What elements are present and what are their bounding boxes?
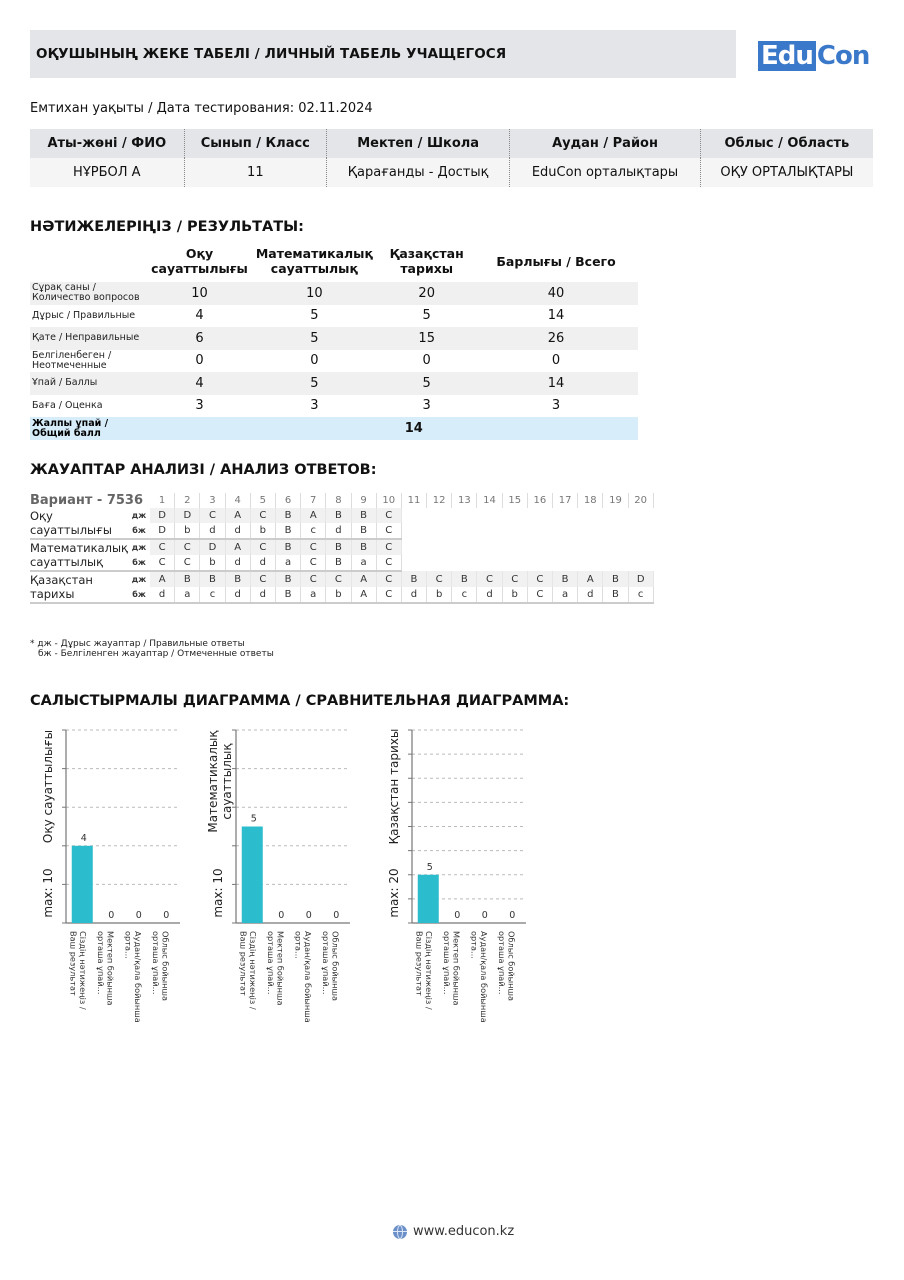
marked-label: бж [128,587,150,603]
answer-cell: C [175,555,200,571]
footer [393,1224,514,1239]
question-number: 1 [150,493,175,508]
educon-logo [758,40,869,72]
answer-cell: A [578,571,603,587]
results-row [30,327,638,350]
answer-cell: C [376,539,401,555]
answer-cell: C [250,539,275,555]
answer-cell: B [326,555,351,571]
answer-cell: B [275,523,300,539]
answer-cell: B [351,523,376,539]
question-number: 12 [427,493,452,508]
answer-cell: B [452,571,477,587]
results-cell: 10 [249,282,379,305]
results-title: НӘТИЖЕЛЕРІҢІЗ / РЕЗУЛЬТАТЫ: [30,219,304,235]
results-cell: 5 [249,372,379,395]
results-row [30,305,638,328]
results-cell: 26 [474,327,638,350]
answer-cell: C [376,523,401,539]
results-cell: 5 [422,308,431,324]
answer-cell: A [351,587,376,603]
info-value-school: Қарағанды - Достық [327,158,510,187]
answer-cell: a [301,587,326,603]
answer-cell: C [376,587,401,603]
bar [72,846,93,923]
answer-cell: d [326,523,351,539]
question-number: 19 [603,493,628,508]
category-label: Мектеп бойыншаорташа ұпай... [441,931,462,1006]
answer-cell: B [200,571,225,587]
answer-cell: B [225,571,250,587]
bar [418,875,439,923]
answer-cell: C [502,571,527,587]
question-number: 2 [175,493,200,508]
results-cell: 3 [551,398,561,414]
answer-cell: d [150,587,175,603]
bar-value-label: 0 [481,910,488,921]
correct-answers-row [30,571,653,587]
info-header-school: Мектеп / Школа [327,129,510,158]
logo-edu: Edu [758,41,816,71]
logo-con: Con [816,41,870,71]
question-number: 9 [351,493,376,508]
answer-cell: C [376,571,401,587]
answer-cell: B [401,571,426,587]
globe-icon [393,1225,407,1239]
y-axis-label: Математикалықсауаттылық [206,730,234,833]
question-number: 11 [401,493,426,508]
results-row-label: Қате / Неправильные [30,327,150,350]
answer-cell: c [301,523,326,539]
question-number: 6 [275,493,300,508]
question-number: 7 [301,493,326,508]
answer-cell: D [200,539,225,555]
info-header-name: Аты-жөні / ФИО [30,129,184,158]
answer-cell: C [250,508,275,523]
answers-header-row [30,493,653,508]
correct-label: дж [131,543,147,552]
answer-cell: b [200,555,225,571]
results-cell: 14 [547,308,565,324]
answer-cell: C [150,555,175,571]
answer-cell: b [427,587,452,603]
comparison-title: САЛЫСТЫРМАЛЫ ДИАГРАММА / СРАВНИТЕЛЬНАЯ ДИАГРАММА: [30,693,570,709]
report-title: ОҚУШЫНЫҢ ЖЕКЕ ТАБЕЛІ / ЛИЧНЫЙ ТАБЕЛЬ УЧАЩЕГОСЯ [36,46,507,62]
results-cell: 5 [379,372,474,395]
bar-value-label: 0 [278,910,285,921]
category-label: Сіздің нәтижеңіз /Ваш результат [414,931,434,1010]
results-cell: 3 [422,398,431,414]
results-row-label: Белгіленбеген / Неотмеченные [32,349,112,371]
answer-cell: a [175,587,200,603]
question-number: 13 [452,493,477,508]
answer-cell: d [250,555,275,571]
max-label: max: 20 [387,868,401,918]
question-number: 5 [250,493,275,508]
results-cell: 20 [379,282,474,305]
answer-cell: a [553,587,578,603]
answer-cell: d [225,523,250,539]
category-label: Сіздің нәтижеңіз /Ваш результат [238,931,258,1010]
answer-cell: C [250,571,275,587]
max-label: max: 10 [211,868,225,918]
answer-cell: B [326,508,351,523]
results-table [30,240,638,440]
category-label: Аудан/қала бойыншаорта... [123,931,143,1023]
results-row-label: Дұрыс / Правильные [32,309,136,321]
results-row-label: Сұрақ саны / Количество вопросов [30,282,150,305]
answer-cell: C [427,571,452,587]
answer-cell: A [225,508,250,523]
category-label: Облыс бойыншаорташа ұпай... [496,931,517,1002]
results-cell: 5 [249,327,379,350]
marked-label: бж [128,523,150,539]
answer-cell: a [351,555,376,571]
answer-cell: C [200,508,225,523]
max-label: max: 10 [41,868,55,918]
bar [242,827,263,924]
answer-cell: D [175,508,200,523]
answer-cell: B [553,571,578,587]
results-cell: 6 [150,327,250,350]
bar-value-label: 0 [305,910,312,921]
answer-cell: C [326,571,351,587]
results-row-label: Баға / Оценка [32,399,103,411]
correct-label: дж [131,575,147,584]
answers-legend-note [30,639,274,659]
total-score-value: 14 [150,417,638,440]
answer-cell: D [628,571,653,587]
results-cell: 0 [310,353,319,369]
answer-cell: C [477,571,502,587]
category-label: Облыс бойыншаорташа ұпай... [150,931,171,1002]
results-cell: 4 [150,372,250,395]
answer-cell: B [351,508,376,523]
answer-cell: d [250,587,275,603]
answer-cell: c [452,587,477,603]
bar-value-label: 4 [80,832,87,844]
answer-cell: C [527,587,552,603]
answer-cell: B [326,539,351,555]
results-header-math: Математикалық сауаттылық [255,246,373,276]
results-cell: 0 [195,353,204,369]
test-date: Емтихан уақыты / Дата тестирования: 02.11.2024 [30,101,373,116]
bar-value-label: 0 [135,910,142,921]
answer-cell: d [225,587,250,603]
info-value-region: ОҚУ ОРТАЛЫҚТАРЫ [700,158,873,187]
question-number: 16 [527,493,552,508]
answer-cell: b [175,523,200,539]
answer-cell: b [250,523,275,539]
answer-cell: D [150,508,175,523]
answer-cell: c [200,587,225,603]
bar-value-label: 0 [333,910,340,921]
bar-value-label: 0 [108,910,115,921]
category-label: Мектеп бойыншаорташа ұпай... [265,931,286,1006]
category-label: Сіздің нәтижеңіз /Ваш результат [68,931,88,1010]
question-number: 4 [225,493,250,508]
info-header-class: Сынып / Класс [184,129,326,158]
answer-cell: C [527,571,552,587]
answer-cell: C [175,539,200,555]
results-header-reading: Оқу сауаттылығы [151,246,248,276]
chart-kazakh-history [376,728,546,1028]
note-marked: бж - Белгіленген жауаптар / Отмеченные ответы [38,649,274,659]
answer-cell: d [225,555,250,571]
bar-value-label: 5 [426,861,433,873]
answer-cell: B [175,571,200,587]
results-cell: 14 [474,372,638,395]
answer-cell: c [628,587,653,603]
correct-label: дж [131,511,147,520]
results-cell: 5 [310,308,319,324]
answer-cell: C [301,555,326,571]
category-label: Аудан/қала бойыншаорта... [293,931,313,1023]
question-number: 14 [477,493,502,508]
answer-cell: d [200,523,225,539]
results-cell: 40 [474,282,638,305]
answer-cell: d [401,587,426,603]
results-row [30,395,638,418]
chart-reading-literacy [30,728,200,1028]
answers-title: ЖАУАПТАР АНАЛИЗІ / АНАЛИЗ ОТВЕТОВ: [30,462,377,478]
answer-cell: B [603,571,628,587]
report-header [30,30,736,78]
answer-cell: B [603,587,628,603]
answer-cell: b [326,587,351,603]
answer-cell: a [275,555,300,571]
answer-cell: D [150,523,175,539]
category-label: Облыс бойыншаорташа ұпай... [320,931,341,1002]
info-value-class: 11 [184,158,326,187]
results-cell: 3 [310,398,319,414]
question-number: 18 [578,493,603,508]
question-number: 8 [326,493,351,508]
results-row-label: Ұпай / Баллы [30,372,150,395]
results-row [30,372,638,395]
bar-value-label: 0 [509,910,516,921]
answer-cell: A [301,508,326,523]
answer-cell: d [578,587,603,603]
answer-cell: C [301,571,326,587]
marked-label: бж [128,555,150,571]
results-header-empty [30,240,150,282]
info-value-name: НҰРБОЛ А [30,158,184,187]
info-value-district: EduCon орталықтары [510,158,701,187]
answer-cell: B [275,587,300,603]
answer-cell: C [150,539,175,555]
results-row [30,350,638,373]
chart-math-literacy [200,728,370,1028]
answer-cell: A [225,539,250,555]
y-axis-label: Оқу сауаттылығы [41,729,55,844]
answer-cell: b [502,587,527,603]
note-correct: * дж - Дұрыс жауаптар / Правильные ответы [30,639,245,649]
answer-cell: C [376,555,401,571]
total-score-label: Жалпы ұпай / Общий балл [30,417,150,440]
answer-cell: B [275,508,300,523]
subject-name: Оқу сауаттылығы [30,508,128,539]
answer-cell: B [275,539,300,555]
results-row [30,282,638,305]
answer-cell: A [150,571,175,587]
subject-name: Қазақстан тарихы [30,571,128,603]
y-axis-label: Қазақстан тарихы [387,728,401,845]
answer-cell: B [351,539,376,555]
results-header-total: Барлығы / Всего [496,253,616,269]
correct-answers-row [30,508,653,523]
answer-cell: A [351,571,376,587]
results-header-history: Қазақстан тарихы [389,246,464,276]
answer-cell: C [301,539,326,555]
answers-table [30,493,654,604]
info-header-region: Облыс / Область [700,129,873,158]
results-cell: 15 [379,327,474,350]
question-number: 10 [376,493,401,508]
bar-value-label: 0 [454,910,461,921]
answer-cell: d [477,587,502,603]
answer-cell: C [376,508,401,523]
category-label: Мектеп бойыншаорташа ұпай... [95,931,116,1006]
variant-label: Вариант - 7536 [30,493,144,508]
question-number: 3 [200,493,225,508]
subject-name: Математикалық сауаттылық [30,541,129,569]
results-cell: 10 [150,282,250,305]
question-number: 15 [502,493,527,508]
question-number: 20 [628,493,653,508]
results-cell: 0 [551,353,561,369]
results-cell: 3 [195,398,204,414]
correct-answers-row [30,539,653,555]
results-total-row [30,417,638,440]
results-cell: 4 [195,308,204,324]
bar-value-label: 5 [250,813,257,825]
question-number: 17 [553,493,578,508]
student-info-table [30,129,873,187]
category-label: Аудан/қала бойыншаорта... [469,931,489,1023]
results-cell: 0 [422,353,431,369]
answer-cell: B [275,571,300,587]
footer-url[interactable]: www.educon.kz [413,1224,515,1239]
info-header-district: Аудан / Район [510,129,701,158]
bar-value-label: 0 [163,910,170,921]
